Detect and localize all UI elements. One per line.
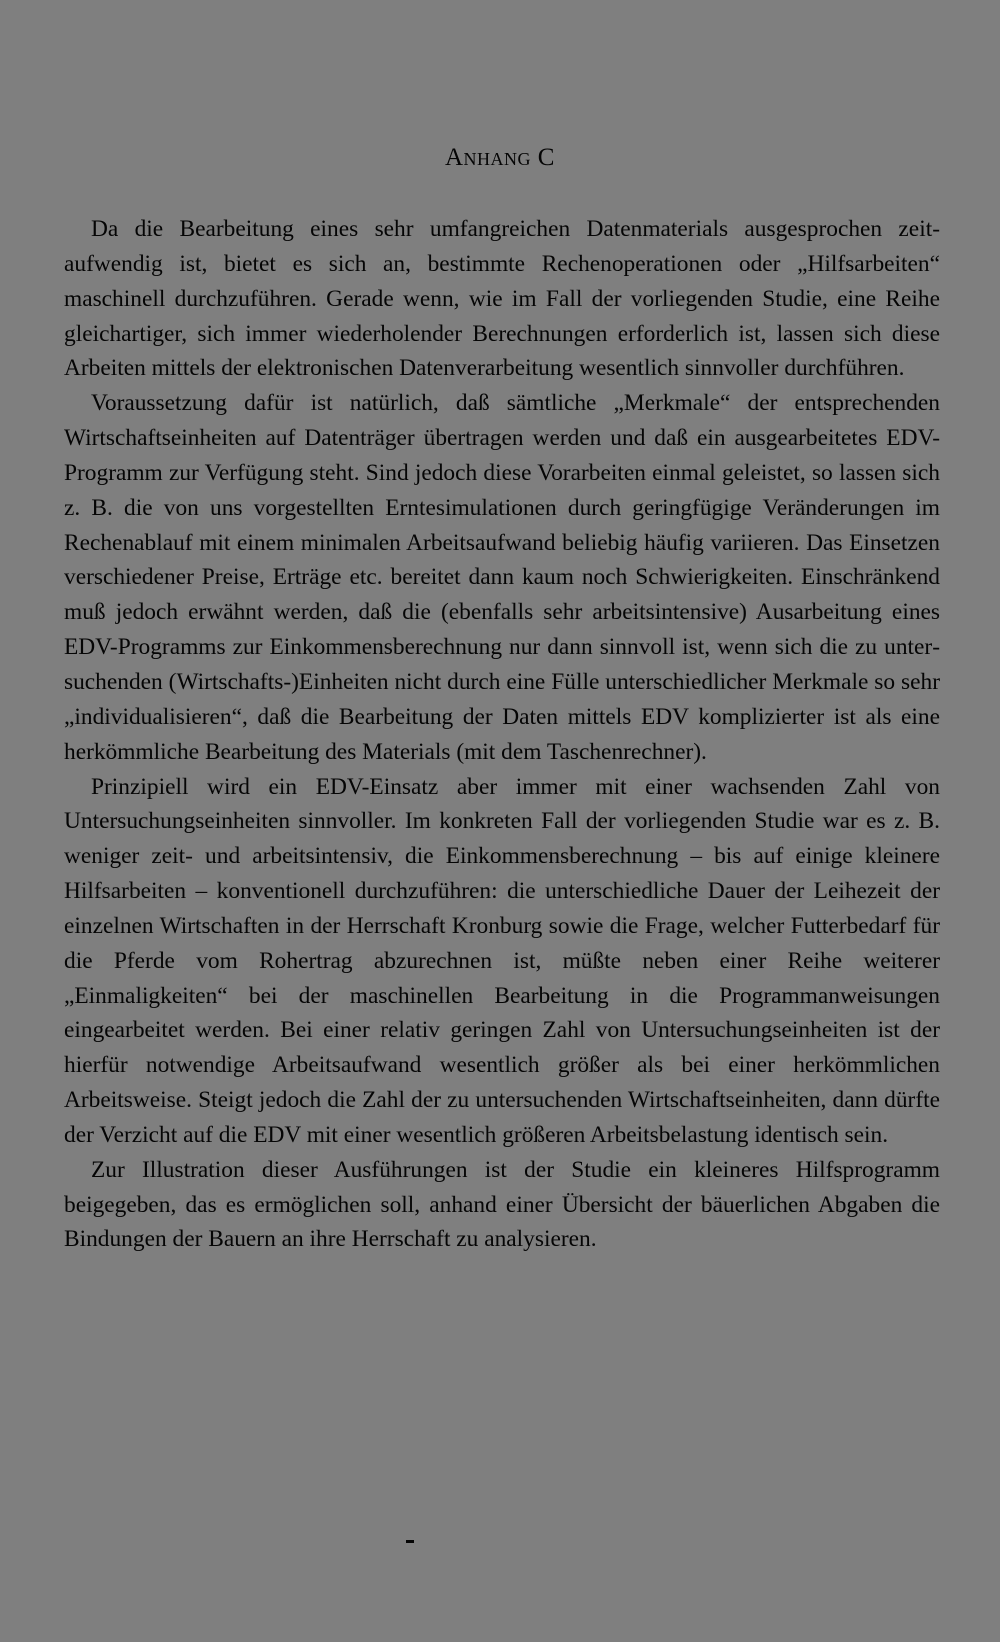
paragraph-2: Voraussetzung dafür ist natürlich, daß sämtliche „Merkmale“ der entsprechenden Wirtschaftseinheiten auf Datenträger übertragen werden und daß ein ausgearbeitetes EDV-Programm zur Verfügung steht. Sind jedoch diese Vorarbeiten einmal geleistet, so lassen sich z. B. die von uns vorgestellten Erntesimulationen durch geringfügige Veränderungen im Rechenablauf mit einem minimalen Arbeitsaufwand beliebig häufig variieren. Das Einsetzen verschiedener Preise, Erträge etc. bereitet dann kaum noch Schwierigkeiten. Einschränkend muß jedoch erwähnt werden, daß die (ebenfalls sehr arbeitsintensive) Ausarbeitung eines EDV-Programms zur Einkommensberechnung nur dann sinnvoll ist, wenn sich die zu untersuchenden (Wirtschafts-)Einheiten nicht durch eine Fülle unterschiedlicher Merkmale so sehr „individualisieren“, daß die Bearbeitung der Daten mittels EDV komplizierter ist als eine herkömmliche Bearbeitung des Materials (mit dem Taschenrechner). xyxy=(64,390,940,765)
paragraph-3: Prinzipiell wird ein EDV-Einsatz aber immer mit einer wachsenden Zahl von Untersuchungseinheiten sinnvoller. Im konkreten Fall der vorliegenden Studie war es z. B. weniger zeit- und arbeitsintensiv, die Einkommensberechnung – bis auf einige kleinere Hilfsarbeiten – konventionell durchzuführen: die unterschiedliche Dauer der Leihezeit der einzelnen Wirtschaften in der Herrschaft Kronburg sowie die Frage, welcher Futterbedarf für die Pferde vom Rohertrag abzurechnen ist, müßte neben einer Reihe weiterer „Einmaligkeiten“ bei der maschinellen Bearbeitung in die Programmanweisungen eingearbeitet werden. Bei einer relativ geringen Zahl von Untersuchungseinheiten ist der hierfür notwendige Arbeitsaufwand wesentlich größer als bei einer herkömmlichen Arbeitsweise. Steigt jedoch die Zahl der zu untersuchenden Wirtschaftseinheiten, dann dürfte der Verzicht auf die EDV mit einer wesentlich größeren Arbeitsbelastung identisch sein. xyxy=(64,773,940,1148)
scan-mark xyxy=(406,1540,414,1543)
paragraph-4: Zur Illustration dieser Ausführungen ist der Studie ein kleineres Hilfsprogramm beigegeben, das es ermöglichen soll, anhand einer Übersicht der bäuerlichen Abgaben die Bindungen der Bauern an ihre Herrschaft zu analysieren. xyxy=(64,1156,940,1253)
paragraph-1: Da die Bearbeitung eines sehr umfangreichen Datenmaterials ausgesprochen zeitaufwendig ist, bietet es sich an, bestimmte Rechenoperationen oder „Hilfsarbeiten“ maschinell durchzuführen. Gerade wenn, wie im Fall der vorliegenden Studie, eine Reihe gleichartiger, sich immer wiederholender Berechnungen erforderlich ist, lassen sich diese Arbeiten mittels der elektronischen Datenverarbeitung wesentlich sinnvoller durchführen. xyxy=(64,216,940,382)
body-text xyxy=(64,212,940,1257)
page-heading: Anhang C xyxy=(445,144,555,171)
